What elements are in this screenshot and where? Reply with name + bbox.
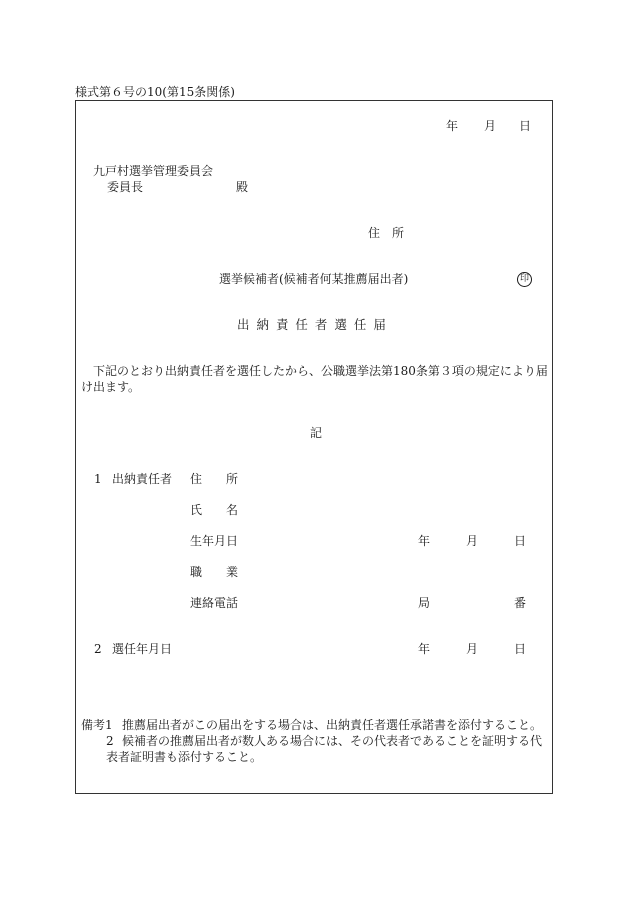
applicant-label: 選挙候補者(候補者何某推薦届出者) <box>219 272 409 286</box>
date-month: 月 <box>484 119 497 133</box>
field-birthdate-label: 生年月日 <box>190 534 239 548</box>
body-line-1: 下記のとおり出納責任者を選任したから、公職選挙法第180条第３項の規定により届 <box>93 364 548 378</box>
ki-heading: 記 <box>310 426 323 440</box>
seal-mark: 印 <box>517 272 532 287</box>
phone-exchange: 局 <box>418 596 431 610</box>
birth-month: 月 <box>466 534 479 548</box>
note-1: 推薦届出者がこの届出をする場合は、出納責任者選任承諾書を添付すること。 <box>122 718 543 732</box>
recipient-org: 九戸村選挙管理委員会 <box>93 164 214 178</box>
field-occupation-label: 職 業 <box>190 565 239 579</box>
item2-day: 日 <box>514 642 527 656</box>
address-label: 住 所 <box>368 226 405 240</box>
item2-label: 選任年月日 <box>112 642 173 656</box>
document-title: 出 納 責 任 者 選 任 届 <box>237 317 388 332</box>
form-frame <box>75 100 553 794</box>
date-day: 日 <box>519 119 532 133</box>
note-2-line-2: 表者証明書も添付すること。 <box>106 750 263 764</box>
item2-number: 2 <box>94 642 102 656</box>
birth-day: 日 <box>514 534 527 548</box>
notes-heading: 備考1 <box>81 718 113 732</box>
birth-year: 年 <box>418 534 431 548</box>
field-phone-label: 連絡電話 <box>190 596 239 610</box>
item2-month: 月 <box>466 642 479 656</box>
date-year: 年 <box>446 119 459 133</box>
recipient-honorific: 殿 <box>236 180 249 194</box>
field-name-label: 氏 名 <box>190 503 239 517</box>
phone-number: 番 <box>514 596 527 610</box>
item1-number: 1 <box>94 472 102 486</box>
item2-year: 年 <box>418 642 431 656</box>
item1-label: 出納責任者 <box>112 472 173 486</box>
field-address-label: 住 所 <box>190 472 239 486</box>
note-2-number: 2 <box>106 734 114 748</box>
body-line-2: け出ます。 <box>81 380 141 394</box>
note-2-line-1: 候補者の推薦届出者が数人ある場合には、その代表者であることを証明する代 <box>122 734 543 748</box>
recipient-title: 委員長 <box>107 180 144 194</box>
form-id: 様式第６号の10(第15条関係) <box>75 85 235 99</box>
